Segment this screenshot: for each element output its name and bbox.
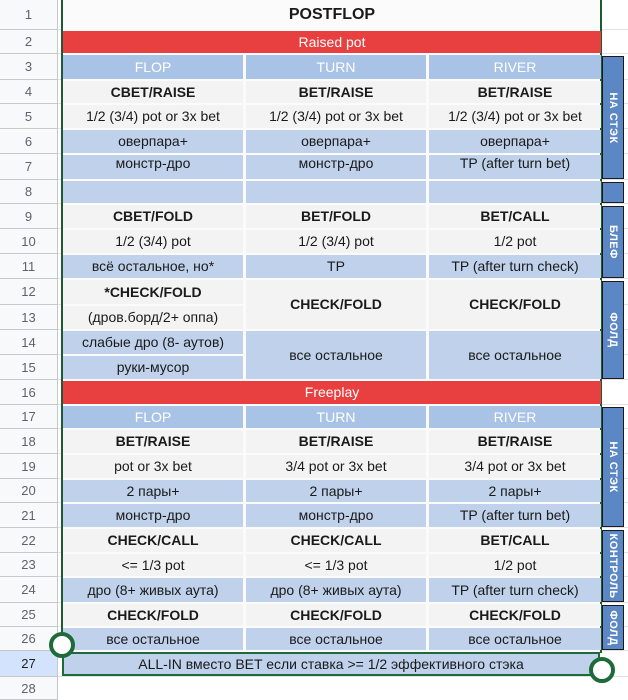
freeplay-col-header-river[interactable]: RIVER	[429, 406, 601, 428]
row-header[interactable]: 23	[0, 553, 58, 577]
freeplay-value-hands-turn[interactable]: 2 пары+	[246, 480, 426, 502]
freeplay-fold-hands-river[interactable]: все остальное	[429, 628, 601, 650]
raised-value-action-flop[interactable]: CBET/RAISE	[63, 81, 243, 103]
raised-col-header-flop[interactable]: FLOP	[63, 55, 243, 79]
side-label-text: БЛЕФ	[607, 224, 619, 260]
row-header[interactable]: 3	[0, 54, 58, 80]
row-header[interactable]: 9	[0, 204, 58, 229]
row-header[interactable]: 18	[0, 429, 58, 454]
side-label-text: ФОЛД	[607, 609, 619, 646]
row-header[interactable]: 1	[0, 0, 58, 30]
side-label-stack2	[602, 407, 624, 527]
freeplay-control-sizing-flop[interactable]: <= 1/3 pot	[63, 554, 243, 576]
row-header[interactable]: 12	[0, 279, 58, 305]
selection-handle-start[interactable]	[49, 632, 75, 658]
row-header[interactable]: 24	[0, 577, 58, 603]
raised-bluff-hands-flop[interactable]: всё остальное, но*	[63, 255, 243, 278]
raised-fold-hands-river[interactable]: все остальное	[429, 331, 601, 379]
selection-handle-end[interactable]	[589, 657, 615, 683]
freeplay-value-sizing-flop[interactable]: pot or 3x bet	[63, 455, 243, 478]
freeplay-value-sizing-river[interactable]: 3/4 pot or 3x bet	[429, 455, 601, 478]
raised-value-sizing-flop[interactable]: 1/2 (3/4) pot or 3x bet	[63, 105, 243, 128]
row-header[interactable]: 22	[0, 528, 58, 553]
raised-pot-header[interactable]: Raised pot	[63, 31, 601, 53]
side-label-text: ФОЛД	[607, 312, 619, 348]
freeplay-header[interactable]: Freeplay	[63, 381, 601, 404]
empty-cell[interactable]	[63, 181, 243, 203]
raised-value-hands2-river[interactable]: TP (after turn bet)	[429, 155, 601, 179]
row-header[interactable]: 6	[0, 129, 58, 154]
freeplay-fold-action-flop[interactable]: CHECK/FOLD	[63, 604, 243, 626]
side-label-fold1	[602, 281, 624, 379]
raised-bluff-sizing-turn[interactable]: 1/2 (3/4) pot	[246, 230, 426, 253]
raised-bluff-hands-turn[interactable]: TP	[246, 255, 426, 278]
row-header[interactable]: 27	[0, 651, 58, 677]
raised-value-hands-river[interactable]: оверпара+	[429, 130, 601, 153]
row-header[interactable]: 13	[0, 305, 58, 330]
raised-fold-hands-turn[interactable]: все остальное	[246, 331, 426, 379]
raised-bluff-hands-river[interactable]: TP (after turn check)	[429, 255, 601, 278]
raised-col-header-turn[interactable]: TURN	[246, 55, 426, 79]
raised-value-action-river[interactable]: BET/RAISE	[429, 81, 601, 103]
raised-value-hands2-flop[interactable]: монстр-дро	[63, 155, 243, 179]
freeplay-fold-hands-flop[interactable]: все остальное	[63, 628, 243, 650]
raised-bluff-action-river[interactable]: BET/CALL	[429, 205, 601, 228]
freeplay-control-action-river[interactable]: BET/CALL	[429, 529, 601, 552]
raised-value-sizing-turn[interactable]: 1/2 (3/4) pot or 3x bet	[246, 105, 426, 128]
freeplay-fold-action-turn[interactable]: CHECK/FOLD	[246, 604, 426, 626]
freeplay-col-header-turn[interactable]: TURN	[246, 406, 426, 428]
side-label-empty	[602, 182, 624, 203]
freeplay-control-hands-turn[interactable]: дро (8+ живых аута)	[246, 578, 426, 602]
freeplay-value-sizing-turn[interactable]: 3/4 pot or 3x bet	[246, 455, 426, 478]
freeplay-control-sizing-river[interactable]: 1/2 pot	[429, 554, 601, 576]
raised-value-sizing-river[interactable]: 1/2 (3/4) pot or 3x bet	[429, 105, 601, 128]
row-header[interactable]: 10	[0, 229, 58, 254]
freeplay-control-hands-flop[interactable]: дро (8+ живых аута)	[63, 578, 243, 602]
side-label-stack1	[602, 56, 624, 179]
raised-fold-hands2-flop[interactable]: руки-мусор	[63, 356, 243, 379]
row-header[interactable]: 15	[0, 355, 58, 380]
row-header[interactable]: 25	[0, 603, 58, 627]
freeplay-value-hands2-flop[interactable]: монстр-дро	[63, 504, 243, 527]
row-header[interactable]: 19	[0, 454, 58, 479]
raised-bluff-action-turn[interactable]: BET/FOLD	[246, 205, 426, 228]
grid-line	[58, 676, 628, 677]
side-label-bluff	[602, 206, 624, 278]
raised-fold-action-river[interactable]: CHECK/FOLD	[429, 280, 601, 329]
side-label-text: КОНТРОЛЬ	[607, 533, 619, 599]
row-header[interactable]: 21	[0, 503, 58, 528]
raised-bluff-sizing-flop[interactable]: 1/2 (3/4) pot	[63, 230, 243, 253]
freeplay-control-sizing-turn[interactable]: <= 1/3 pot	[246, 554, 426, 576]
raised-value-hands-turn[interactable]: оверпара+	[246, 130, 426, 153]
raised-fold-action-flop[interactable]: *CHECK/FOLD	[63, 280, 243, 304]
raised-fold-note-flop[interactable]: (дров.борд/2+ оппа)	[63, 306, 243, 329]
table-title[interactable]: POSTFLOP	[288, 6, 376, 24]
row-header[interactable]: 4	[0, 80, 58, 104]
freeplay-value-action-turn[interactable]: BET/RAISE	[246, 430, 426, 453]
freeplay-value-hands2-river[interactable]: TP (after turn bet)	[429, 504, 601, 527]
raised-col-header-river[interactable]: RIVER	[429, 55, 601, 79]
freeplay-col-header-flop[interactable]: FLOP	[63, 406, 243, 428]
footer-note[interactable]: ALL-IN вместо BET если ставка >= 1/2 эффективного стэка	[62, 652, 600, 676]
freeplay-fold-action-river[interactable]: CHECK/FOLD	[429, 604, 601, 626]
row-header[interactable]: 20	[0, 479, 58, 503]
raised-bluff-action-flop[interactable]: CBET/FOLD	[63, 205, 243, 228]
raised-bluff-sizing-river[interactable]: 1/2 pot	[429, 230, 601, 253]
raised-fold-hands-flop[interactable]: слабые дро (8- аутов)	[63, 331, 243, 354]
row-header[interactable]: 2	[0, 30, 58, 54]
freeplay-value-action-river[interactable]: BET/RAISE	[429, 430, 601, 453]
raised-value-hands2-turn[interactable]: монстр-дро	[246, 155, 426, 179]
empty-cell[interactable]	[429, 181, 601, 203]
freeplay-control-action-flop[interactable]: CHECK/CALL	[63, 529, 243, 552]
raised-value-hands-flop[interactable]: оверпара+	[63, 130, 243, 153]
freeplay-value-hands2-turn[interactable]: монстр-дро	[246, 504, 426, 527]
row-header[interactable]: 5	[0, 104, 58, 129]
empty-cell[interactable]	[246, 181, 426, 203]
row-header[interactable]: 16	[0, 380, 58, 405]
freeplay-control-hands-river[interactable]: TP (after turn check)	[429, 578, 601, 602]
row-header[interactable]: 8	[0, 180, 58, 204]
freeplay-value-action-flop[interactable]: BET/RAISE	[63, 430, 243, 453]
freeplay-value-hands-flop[interactable]: 2 пары+	[63, 480, 243, 502]
raised-value-action-turn[interactable]: BET/RAISE	[246, 81, 426, 103]
side-label-control	[602, 530, 624, 602]
row-header[interactable]: 28	[0, 677, 58, 700]
row-header[interactable]: 7	[0, 154, 58, 180]
row-header[interactable]: 26	[0, 627, 58, 651]
row-header[interactable]: 14	[0, 330, 58, 355]
freeplay-control-action-turn[interactable]: CHECK/CALL	[246, 529, 426, 552]
side-label-text: НА СТЭК	[607, 441, 619, 493]
freeplay-value-hands-river[interactable]: 2 пары+	[429, 480, 601, 502]
side-label-text: НА СТЭК	[607, 91, 619, 144]
row-header[interactable]: 11	[0, 254, 58, 279]
raised-fold-action-turn[interactable]: CHECK/FOLD	[246, 280, 426, 329]
row-header[interactable]: 17	[0, 405, 58, 429]
side-label-fold2	[602, 605, 624, 650]
freeplay-fold-hands-turn[interactable]: все остальное	[246, 628, 426, 650]
